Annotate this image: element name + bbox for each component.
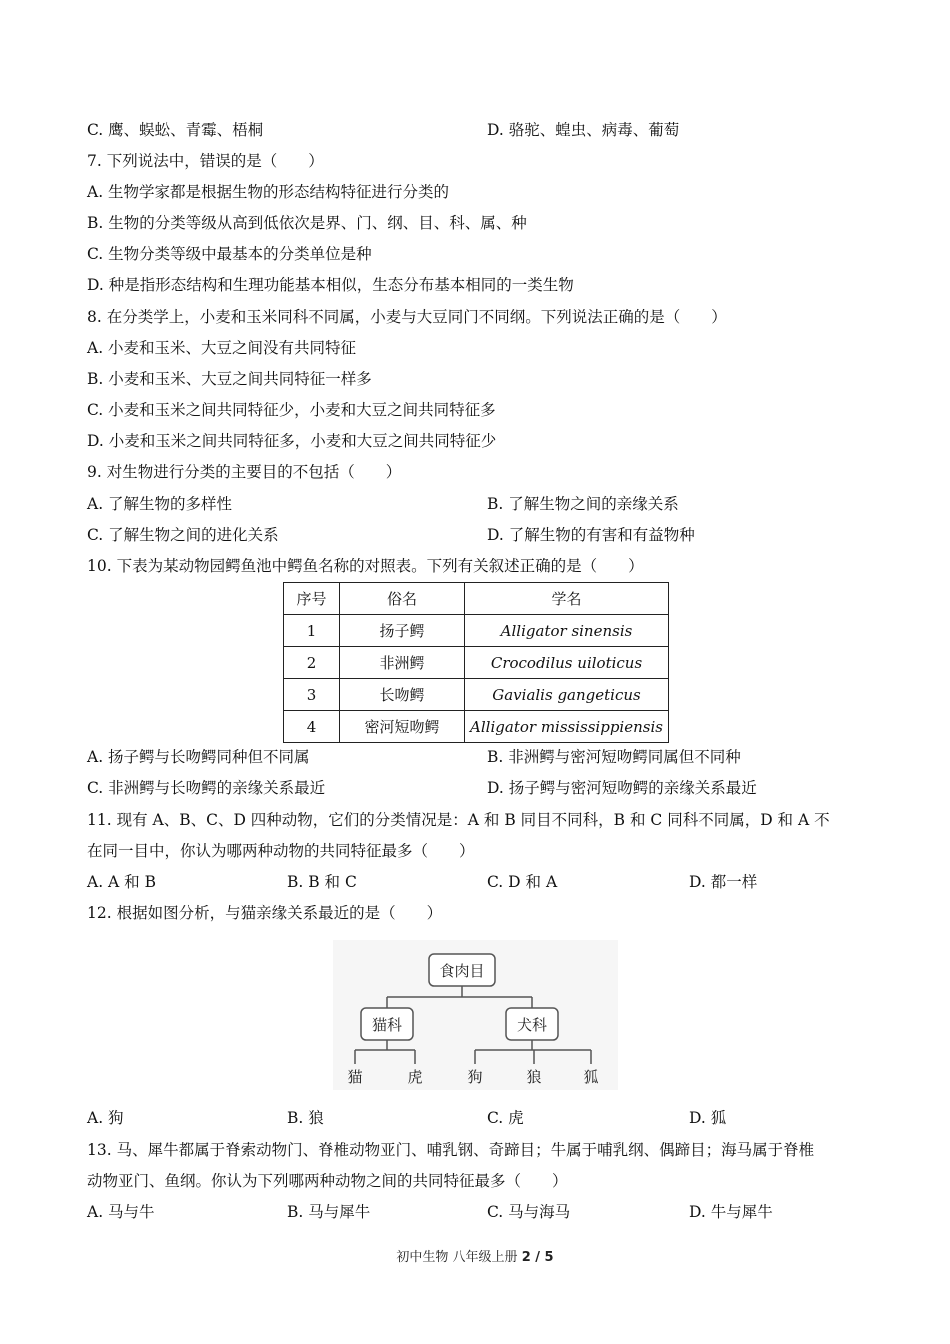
- q9-stem: 9. 对生物进行分类的主要目的不包括（ ）: [87, 463, 402, 481]
- q12-stem: 12. 根据如图分析，与猫亲缘关系最近的是（ ）: [87, 904, 443, 922]
- q13-option-d: D. 牛与犀牛: [689, 1203, 773, 1221]
- header-scientific-name: 学名: [465, 583, 669, 615]
- q8-option-c: C. 小麦和玉米之间共同特征少，小麦和大豆之间共同特征多: [87, 401, 496, 419]
- leaf-label: 猫: [347, 1068, 363, 1086]
- q11-option-a: A. A 和 B: [87, 873, 156, 891]
- q9-options-row1: [87, 494, 877, 514]
- root-label: 食肉目: [439, 962, 485, 980]
- q9-option-a: A. 了解生物的多样性: [87, 495, 233, 513]
- q13-option-a: A. 马与牛: [87, 1203, 155, 1221]
- q9-option-c: C. 了解生物之间的进化关系: [87, 526, 279, 544]
- footer-text: 初中生物 八年级上册: [396, 1250, 522, 1265]
- q8-option-b: B. 小麦和玉米、大豆之间共同特征一样多: [87, 370, 372, 388]
- header-common-name: 俗名: [340, 583, 465, 615]
- q8-option-a: A. 小麦和玉米、大豆之间没有共同特征: [87, 339, 357, 357]
- q7-option-b: B. 生物的分类等级从高到低依次是界、门、纲、目、科、属、种: [87, 214, 527, 232]
- page-number: 2 / 5: [521, 1250, 554, 1265]
- q11-options-row: [87, 872, 877, 892]
- q13-option-b: B. 马与犀牛: [287, 1203, 371, 1221]
- q7-option-a: A. 生物学家都是根据生物的形态结构特征进行分类的: [87, 183, 450, 201]
- table-row: [284, 615, 669, 647]
- q10-option-b: B. 非洲鳄与密河短吻鳄同属但不同种: [487, 748, 741, 766]
- q13-stem-line2: 动物亚门、鱼纲。你认为下列哪两种动物之间的共同特征最多（ ）: [87, 1172, 568, 1190]
- q12-option-a: A. 狗: [87, 1109, 124, 1127]
- cell-scientific-name: Alligator sinensis: [465, 615, 669, 647]
- cell-common-name: 密河短吻鳄: [340, 711, 465, 743]
- leaf-label: 狼: [526, 1068, 542, 1086]
- q10-options-row1: [87, 747, 877, 767]
- q7-option-c: C. 生物分类等级中最基本的分类单位是种: [87, 245, 372, 263]
- q11-stem-line2: 在同一目中，你认为哪两种动物的共同特征最多（ ）: [87, 842, 475, 860]
- q12-option-c: C. 虎: [487, 1109, 524, 1127]
- cell-index: 2: [284, 647, 340, 679]
- prev-options-row: [87, 120, 877, 140]
- page-footer: [0, 1246, 950, 1265]
- q13-options-row: [87, 1202, 877, 1222]
- table-row: [284, 647, 669, 679]
- cell-index: 4: [284, 711, 340, 743]
- table-header-row: [284, 583, 669, 615]
- q10-option-d: D. 扬子鳄与密河短吻鳄的亲缘关系最近: [487, 779, 757, 797]
- q9-option-d: D. 了解生物的有害和有益物种: [487, 526, 695, 544]
- q10-stem: 10. 下表为某动物园鳄鱼池中鳄鱼名称的对照表。下列有关叙述正确的是（ ）: [87, 557, 644, 575]
- cell-common-name: 扬子鳄: [340, 615, 465, 647]
- q12-option-d: D. 狐: [689, 1109, 727, 1127]
- leaf-label: 狐: [583, 1068, 599, 1086]
- taxonomy-tree-diagram: [333, 940, 618, 1090]
- cell-index: 1: [284, 615, 340, 647]
- q10-options-row2: [87, 778, 877, 798]
- cell-scientific-name: Gavialis gangeticus: [465, 679, 669, 711]
- leaf-label: 虎: [407, 1068, 423, 1086]
- cell-scientific-name: Alligator mississippiensis: [465, 711, 669, 743]
- q10-option-a: A. 扬子鳄与长吻鳄同种但不同属: [87, 748, 310, 766]
- q9-options-row2: [87, 525, 877, 545]
- q12-options-row: [87, 1108, 877, 1128]
- q8-stem: 8. 在分类学上，小麦和玉米同科不同属，小麦与大豆同门不同纲。下列说法正确的是（ ）: [87, 308, 727, 326]
- q7-option-d: D. 种是指形态结构和生理功能基本相似，生态分布基本相同的一类生物: [87, 276, 574, 294]
- cell-common-name: 长吻鳄: [340, 679, 465, 711]
- table-row: [284, 679, 669, 711]
- leaf-label: 狗: [467, 1068, 483, 1086]
- cell-scientific-name: Crocodilus uiloticus: [465, 647, 669, 679]
- q10-option-c: C. 非洲鳄与长吻鳄的亲缘关系最近: [87, 779, 326, 797]
- option-c: C. 鹰、蜈蚣、青霉、梧桐: [87, 121, 264, 139]
- cell-common-name: 非洲鳄: [340, 647, 465, 679]
- family-label-dog: 犬科: [516, 1016, 548, 1034]
- cell-index: 3: [284, 679, 340, 711]
- q11-option-c: C. D 和 A: [487, 873, 558, 891]
- q11-option-b: B. B 和 C: [287, 873, 357, 891]
- q11-stem-line1: 11. 现有 A、B、C、D 四种动物，它们的分类情况是：A 和 B 同目不同科，B 和 C 同科不同属，D 和 A 不: [87, 811, 830, 829]
- q8-option-d: D. 小麦和玉米之间共同特征多，小麦和大豆之间共同特征少: [87, 432, 497, 450]
- crocodile-table: [283, 582, 669, 743]
- q12-option-b: B. 狼: [287, 1109, 324, 1127]
- q11-option-d: D. 都一样: [689, 873, 758, 891]
- header-index: 序号: [284, 583, 340, 615]
- q7-stem: 7. 下列说法中，错误的是（ ）: [87, 152, 324, 170]
- q13-stem-line1: 13. 马、犀牛都属于脊索动物门、脊椎动物亚门、哺乳钢、奇蹄目；牛属于哺乳纲、偶蹄目；海马属于脊椎: [87, 1141, 815, 1159]
- q13-option-c: C. 马与海马: [487, 1203, 571, 1221]
- option-d: D. 骆驼、蝗虫、病毒、葡萄: [487, 121, 680, 139]
- family-label-cat: 猫科: [371, 1016, 403, 1034]
- q9-option-b: B. 了解生物之间的亲缘关系: [487, 495, 679, 513]
- table-row: [284, 711, 669, 743]
